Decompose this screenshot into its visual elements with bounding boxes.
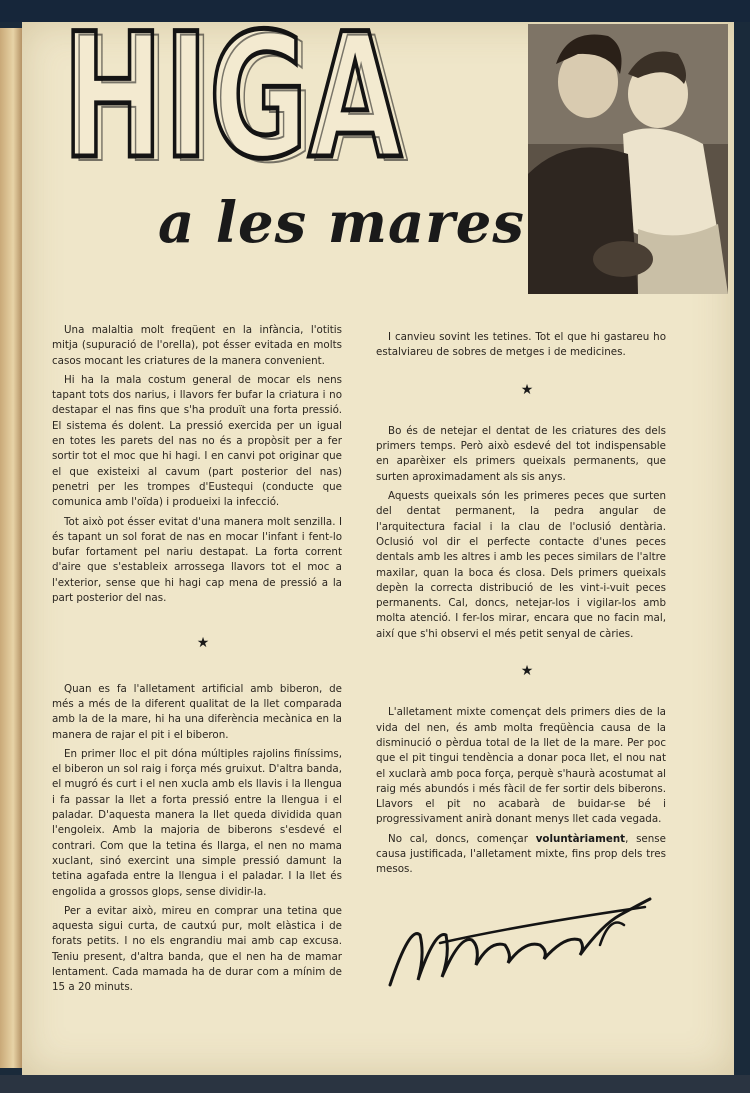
paragraph-last [376,832,666,878]
title-higa [62,18,408,168]
section-divider-star: ★ [520,381,534,398]
paragraph: Tot això pot ésser evitat d'una manera molt senzilla. I és tapant un sol forat de nas en mocar l'infant i fent-lo bufar fortament pel nariu destapat. La forta corrent d'aire que s'estableix arrossega llavors tot el moc a l'exterior, sense que hi hagi cap mena de pressió a la part posterior del nas. [52,515,342,605]
bottom-dark-border [0,1075,750,1093]
right-column [376,330,666,882]
paragraph: L'alletament mixte començat dels primers dies de la vida del nen, és amb molta freqüència causa de la disminució o pèrdua total de la llet de la mare. Per poc que el pit tingui tendència a donar poca llet, el nou nat el xuclarà amb poca força, perquè s'haurà acostumat al raig més abundós i més fàcil de fer sortir dels biberons. Llavors el pit no acabarà de buidar-se bé i progressivament anirà donant menys llet cada vegada. [376,706,666,826]
section-divider-star: ★ [520,663,534,680]
left-column [52,323,342,1000]
paragraph: I canvieu sovint les tetines. Tot el que hi gastareu ho estalviareu de sobres de metges i de medicines. [376,331,666,359]
paragraph: Hi ha la mala costum general de mocar els nens tapant tots dos narius, i llavors fer bufar la criatura i no destapar el nas fins que s'ha produït una forta pressió. El sistema és dolent. La pressió exercida per un igual en totes les parets del nas no és a propòsit per a fer sortir tot el moc que hi hagi. I en canvi pot originar que el que existeixi al cavum (part posterior del nas) penetri per les trompes d'Eustequi (conducte que comunica amb l'oïda) i produeixi la infecció. [52,373,342,509]
title-subtitle: a les mares [158,190,525,256]
page-binding [0,28,22,1068]
text-span: , sense causa justificada, l'alletament mixte, fins prop dels tres mesos. [376,832,666,876]
section-divider-star: ★ [196,635,210,652]
paragraph: En primer lloc el pit dóna múltiples rajolins finíssims, el biberon un sol raig i força més gruixut. D'altra banda, el mugró és curt i el nen xucla amb els llavis i la llengua i fa passar la llet a forta pressió entre la llengua i el paladar. D'aquesta manera la llet queda dividida quan l'engoleix. Amb la majoria de biberons s'esdevé el contrari. Com que la tetina és llarga, el nen no mama xuclant, sinó exercint una simple pressió damunt la tetina agafada entre la llengua i el paladar. I la llet és engolida a grossos glops, sense dividir-la. [52,747,342,898]
mother-child-photo [528,24,728,294]
emphasis-text: voluntàriament [535,832,626,845]
paragraph: Per a evitar això, mireu en comprar una tetina que aquesta sigui curta, de cautxú pur, molt elàstica i de forats petits. I no els engrandiu mai amb cap excusa. Teniu present, d'altra banda, que el nen ha de mamar lentament. Cada mamada ha de durar com a mínim de 15 a 20 minuts. [52,904,342,994]
title-main-text: HIGA [62,18,402,168]
title-shadow: HIGA [68,18,408,168]
photo-illustration [528,24,728,294]
handwritten-signature [380,885,660,995]
paragraph: Aquests queixals són les primeres peces que surten del dentat permanent, la pedra angular de l'arquitectura facial i la clau de l'oclusió dentària. Oclusió vol dir el perfecte contacte d'unes peces dentals amb les altres i amb les peces similars de l'altre maxilar, quan la boca és closa. Dels primers queixals depèn la correcta distribució de les vint-i-vuit peces permanents. Cal, doncs, netejar-los i vigilar-los amb molta atenció. I fer-los mirar, encara que no facin mal, així que s'hi observi el més petit senyal de càries. [376,490,666,640]
paragraph: Quan es fa l'alletament artificial amb biberon, de més a més de la diferent qualitat de la llet comparada amb la de la mare, hi ha una diferència mecànica en la manera de rajar el pit i el biberon. [52,682,342,741]
paragraph: Bo és de netejar el dentat de les criatures des dels primers temps. Però això esdevé del tot indispensable en aparèixer els primers queixals permanents, que surten aproximadament als sis anys. [376,424,666,483]
text-span: No cal, doncs, començar [388,832,536,845]
paragraph: Una malaltia molt freqüent en la infància, l'otitis mitja (supuració de l'orella), pot ésser evitada en molts casos mocant les criatures de la manera convenient. [52,324,342,367]
